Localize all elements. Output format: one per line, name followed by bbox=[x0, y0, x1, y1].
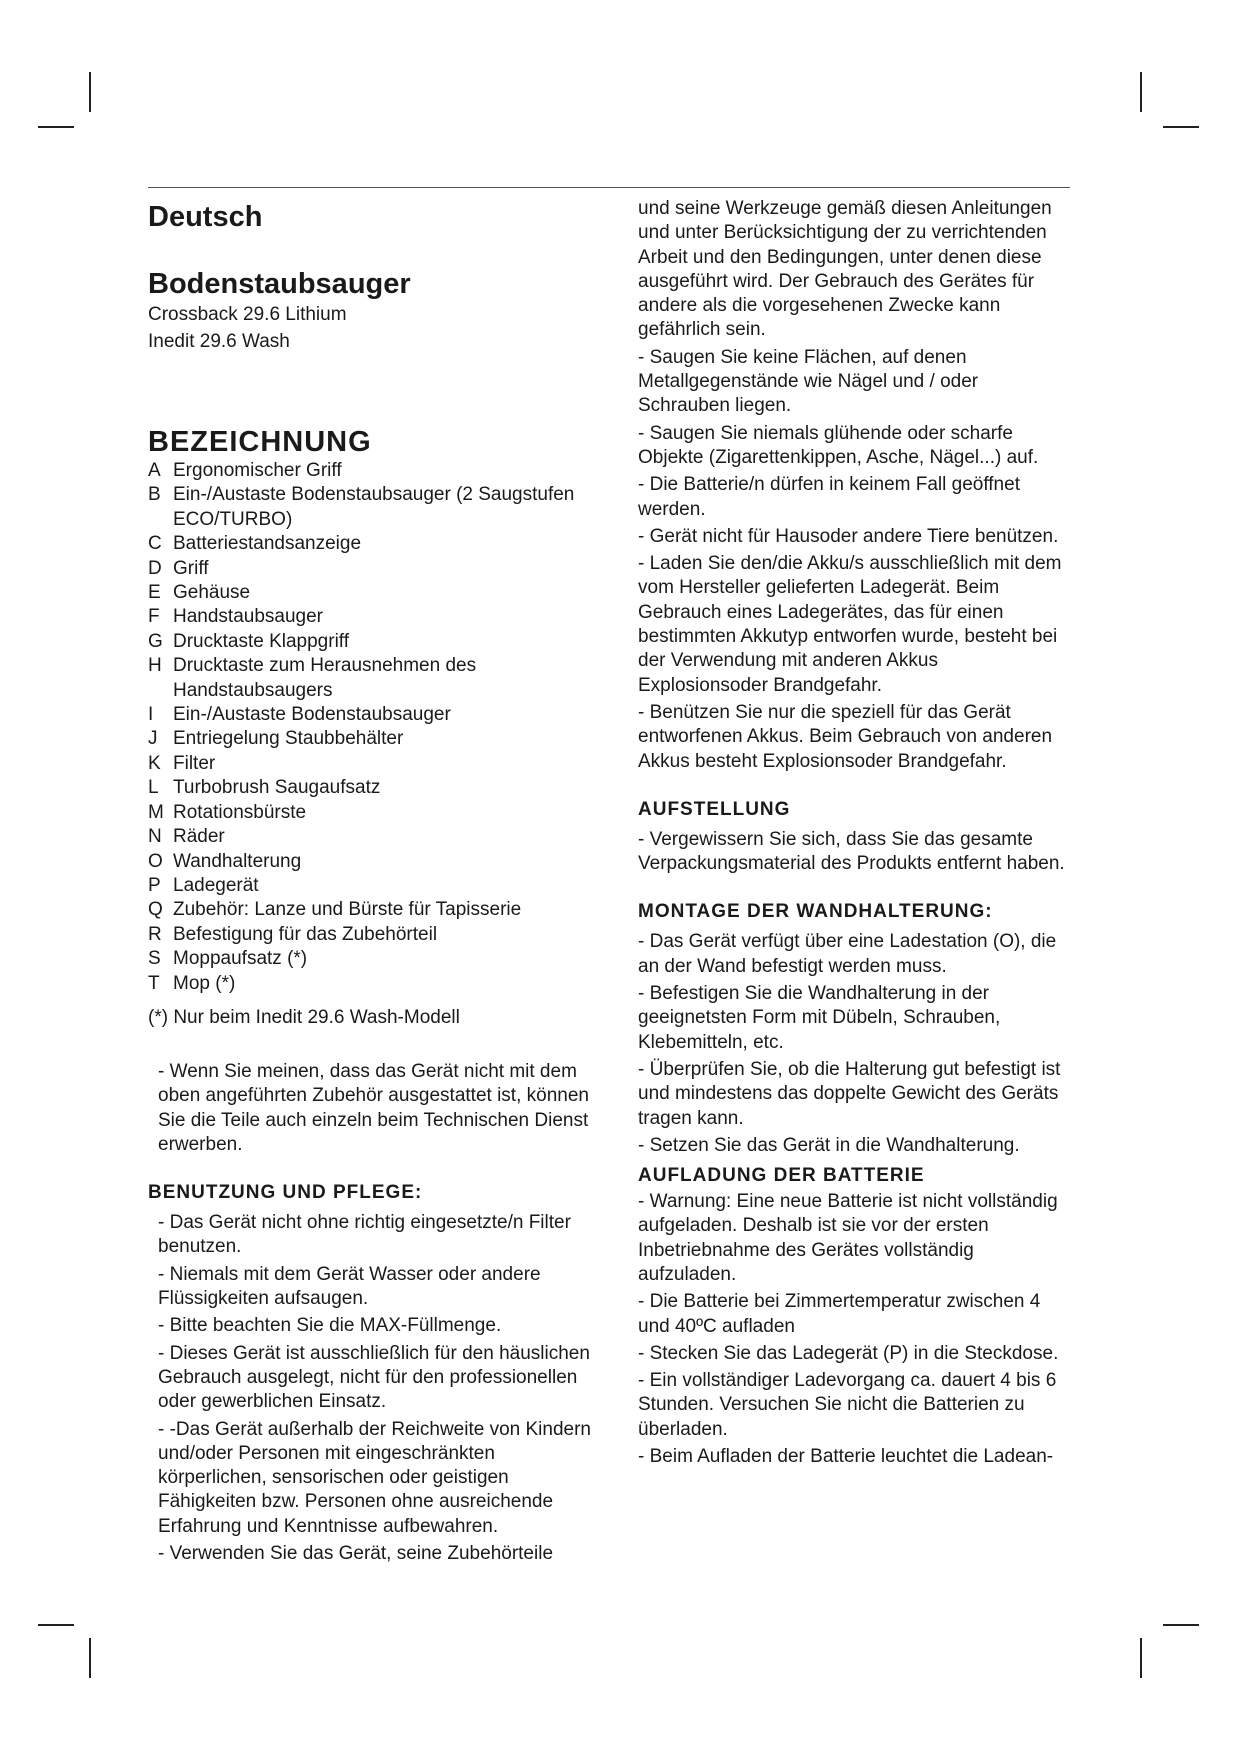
legend-item bbox=[148, 923, 608, 947]
legend-letter: G bbox=[148, 630, 163, 652]
legend-text: Ladegerät bbox=[173, 874, 259, 896]
legend-item bbox=[148, 776, 608, 800]
legend-text: Räder bbox=[173, 826, 225, 848]
legend-letter: L bbox=[148, 777, 159, 799]
legend-text: Ein-/Austaste Bodenstaubsauger (2 Saugstufen ECO/TURBO) bbox=[173, 484, 575, 530]
list-item: - Saugen Sie niemals glühende oder scharfe Objekte (Zigarettenkippen, Asche, Nägel...) auf. bbox=[638, 422, 1039, 468]
legend-text: Gehäuse bbox=[173, 582, 251, 604]
mounting-heading: MONTAGE DER WANDHALTERUNG: bbox=[638, 901, 993, 923]
legend-text: Batteriestandsanzeige bbox=[173, 533, 362, 555]
legend-item bbox=[148, 874, 608, 898]
crop-mark-bottom-right-vertical bbox=[1140, 1638, 1142, 1678]
list-item: - Beim Aufladen der Batterie leuchtet die Ladean- bbox=[638, 1446, 1054, 1468]
legend-text: Entriegelung Staubbehälter bbox=[173, 728, 404, 750]
legend-letter: A bbox=[148, 460, 161, 481]
list-item: - Setzen Sie das Gerät in die Wandhalterung. bbox=[638, 1134, 1020, 1156]
legend-item bbox=[148, 703, 608, 727]
legend-letter: T bbox=[148, 972, 160, 994]
list-item: - Niemals mit dem Gerät Wasser oder andere Flüssigkeiten aufsaugen. bbox=[158, 1263, 541, 1310]
legend-item bbox=[148, 581, 608, 605]
legend-item bbox=[148, 605, 608, 629]
legend-text: Griff bbox=[173, 557, 209, 579]
top-rule bbox=[148, 187, 1070, 188]
usage-list-continued bbox=[638, 346, 1070, 774]
legend-item bbox=[148, 752, 608, 776]
legend-letter: R bbox=[148, 923, 162, 945]
list-item: - Verwenden Sie das Gerät, seine Zubehörteile bbox=[158, 1542, 554, 1564]
legend-text: Drucktaste Klappgriff bbox=[173, 630, 350, 652]
legend-letter: Q bbox=[148, 899, 163, 921]
footnote: (*) Nur beim Inedit 29.6 Wash-Modell bbox=[148, 1006, 460, 1028]
model-list bbox=[148, 301, 608, 355]
left-column bbox=[148, 197, 608, 1569]
designation-heading: BEZEICHNUNG bbox=[148, 426, 372, 458]
legend-item bbox=[148, 801, 608, 825]
legend-item bbox=[148, 727, 608, 751]
legend-item bbox=[148, 459, 608, 483]
legend-text: Zubehör: Lanze und Bürste für Tapisserie bbox=[173, 899, 522, 921]
legend-text: Filter bbox=[173, 752, 216, 774]
legend-letter: O bbox=[148, 850, 163, 872]
charging-list bbox=[638, 1190, 1070, 1469]
continued-paragraph: und seine Werkzeuge gemäß diesen Anleitungen und unter Berücksichtigung der zu verrichtenden Arbeit und den Bedingungen, unter denen diese ausgeführt wird. Der Gebrauch des Gerätes für andere als die vorgesehenen Zwecke kann gefährlich sein. bbox=[638, 198, 1052, 341]
list-item: - Ein vollständiger Ladevorgang ca. dauert 4 bis 6 Stunden. Versuchen Sie nicht die Batterien zu überladen. bbox=[638, 1370, 1057, 1440]
legend-letter: P bbox=[148, 874, 161, 896]
crop-mark-top-right-vertical bbox=[1140, 72, 1142, 112]
legend-text: Drucktaste zum Herausnehmen des Handstaubsaugers bbox=[173, 655, 477, 701]
right-column bbox=[638, 197, 1070, 1472]
list-item: - Befestigen Sie die Wandhalterung in der geeignetsten Form mit Dübeln, Schrauben, Klebemitteln, etc. bbox=[638, 983, 1001, 1053]
legend-item bbox=[148, 850, 608, 874]
list-item: - Die Batterie bei Zimmertemperatur zwischen 4 und 40ºC aufladen bbox=[638, 1291, 1041, 1337]
list-item: - Warnung: Eine neue Batterie ist nicht vollständig aufgeladen. Deshalb ist sie vor der ersten Inbetriebnahme des Gerätes vollständig aufzuladen. bbox=[638, 1191, 1058, 1285]
legend-letter: F bbox=[148, 606, 160, 628]
legend-letter: C bbox=[148, 533, 162, 555]
list-item: - Laden Sie den/die Akku/s ausschließlich mit dem vom Hersteller gelieferten Ladegerät. Beim Gebrauch eines Ladegerätes, das für einen bestimmten Akkutyp entworfen wurde, besteht bei der Verwendung mit anderen Akkus Explosionsoder Brandgefahr. bbox=[638, 553, 1062, 696]
crop-mark-bottom-right-horizontal bbox=[1163, 1624, 1199, 1626]
legend-letter: D bbox=[148, 557, 162, 579]
legend-text: Turbobrush Saugaufsatz bbox=[173, 777, 381, 799]
crop-mark-bottom-left-vertical bbox=[89, 1638, 91, 1678]
legend-item bbox=[148, 898, 608, 922]
list-item: - Benützen Sie nur die speziell für das Gerät entworfenen Akkus. Beim Gebrauch von anderen Akkus besteht Explosionsoder Brandgefahr. bbox=[638, 701, 1053, 772]
legend-item bbox=[148, 630, 608, 654]
parts-legend bbox=[148, 459, 608, 996]
legend-item bbox=[148, 947, 608, 971]
list-item: - Das Gerät verfügt über eine Ladestation (O), die an der Wand befestigt werden muss. bbox=[638, 931, 1057, 977]
model-name: Crossback 29.6 Lithium bbox=[148, 304, 347, 325]
accessory-note: - Wenn Sie meinen, dass das Gerät nicht mit dem oben angeführten Zubehör ausgestattet ist, können Sie die Teile auch einzeln beim Technischen Dienst erwerben. bbox=[158, 1060, 589, 1155]
legend-item bbox=[148, 483, 608, 532]
legend-item bbox=[148, 532, 608, 556]
legend-letter: H bbox=[148, 655, 162, 677]
legend-text: Handstaubsauger bbox=[173, 606, 323, 628]
legend-letter: K bbox=[148, 752, 161, 774]
list-item: - Gerät nicht für Hausoder andere Tiere benützen. bbox=[638, 525, 1059, 547]
crop-mark-top-left-vertical bbox=[89, 72, 91, 112]
model-name: Inedit 29.6 Wash bbox=[148, 331, 290, 352]
list-item: - Die Batterie/n dürfen in keinem Fall geöffnet werden. bbox=[638, 474, 1020, 520]
legend-text: Mop (*) bbox=[173, 972, 236, 994]
language-heading: Deutsch bbox=[148, 201, 263, 233]
crop-mark-bottom-left-horizontal bbox=[38, 1624, 74, 1626]
crop-mark-top-left-horizontal bbox=[38, 126, 74, 128]
legend-letter: J bbox=[148, 728, 158, 750]
legend-letter: B bbox=[148, 484, 161, 506]
list-item: - Überprüfen Sie, ob die Halterung gut befestigt ist und mindestens das doppelte Gewicht des Geräts tragen kann. bbox=[638, 1058, 1061, 1129]
product-title: Bodenstaubsauger bbox=[148, 268, 411, 300]
legend-text: Ergonomischer Griff bbox=[173, 460, 342, 481]
legend-letter: N bbox=[148, 826, 162, 848]
legend-text: Rotationsbürste bbox=[173, 801, 307, 823]
crop-mark-top-right-horizontal bbox=[1163, 126, 1199, 128]
legend-item bbox=[148, 654, 608, 703]
legend-letter: S bbox=[148, 948, 161, 970]
legend-item bbox=[148, 557, 608, 581]
charging-heading: AUFLADUNG DER BATTERIE bbox=[638, 1165, 925, 1187]
list-item: - Das Gerät nicht ohne richtig eingesetzte/n Filter benutzen. bbox=[158, 1212, 571, 1258]
mounting-list bbox=[638, 930, 1070, 1158]
legend-text: Befestigung für das Zubehörteil bbox=[173, 923, 438, 945]
list-item: - Stecken Sie das Ladegerät (P) in die Steckdose. bbox=[638, 1342, 1059, 1364]
legend-text: Moppaufsatz (*) bbox=[173, 948, 308, 970]
setup-heading: AUFSTELLUNG bbox=[638, 798, 791, 820]
list-item: - -Das Gerät außerhalb der Reichweite von Kindern und/oder Personen mit eingeschränkten körperlichen, sensorischen oder geistigen Fähigkeiten bzw. Personen ohne ausreichende Erfahrung und Kenntnisse aufbewahren. bbox=[158, 1418, 591, 1537]
list-item: - Saugen Sie keine Flächen, auf denen Metallgegenstände wie Nägel und / oder Schrauben liegen. bbox=[638, 346, 979, 417]
list-item: - Vergewissern Sie sich, dass Sie das gesamte Verpackungsmaterial des Produkts entfernt haben. bbox=[638, 828, 1065, 875]
legend-item bbox=[148, 825, 608, 849]
usage-list bbox=[148, 1211, 608, 1566]
legend-letter: I bbox=[148, 704, 154, 726]
legend-letter: E bbox=[148, 582, 161, 604]
list-item: - Bitte beachten Sie die MAX-Füllmenge. bbox=[158, 1315, 502, 1337]
legend-text: Wandhalterung bbox=[173, 850, 302, 872]
list-item: - Dieses Gerät ist ausschließlich für den häuslichen Gebrauch ausgelegt, nicht für den professionellen oder gewerblichen Einsatz. bbox=[158, 1342, 590, 1413]
legend-text: Ein-/Austaste Bodenstaubsauger bbox=[173, 704, 451, 726]
usage-heading: BENUTZUNG UND PFLEGE: bbox=[148, 1182, 423, 1204]
legend-letter: M bbox=[148, 801, 164, 823]
legend-item bbox=[148, 972, 608, 996]
